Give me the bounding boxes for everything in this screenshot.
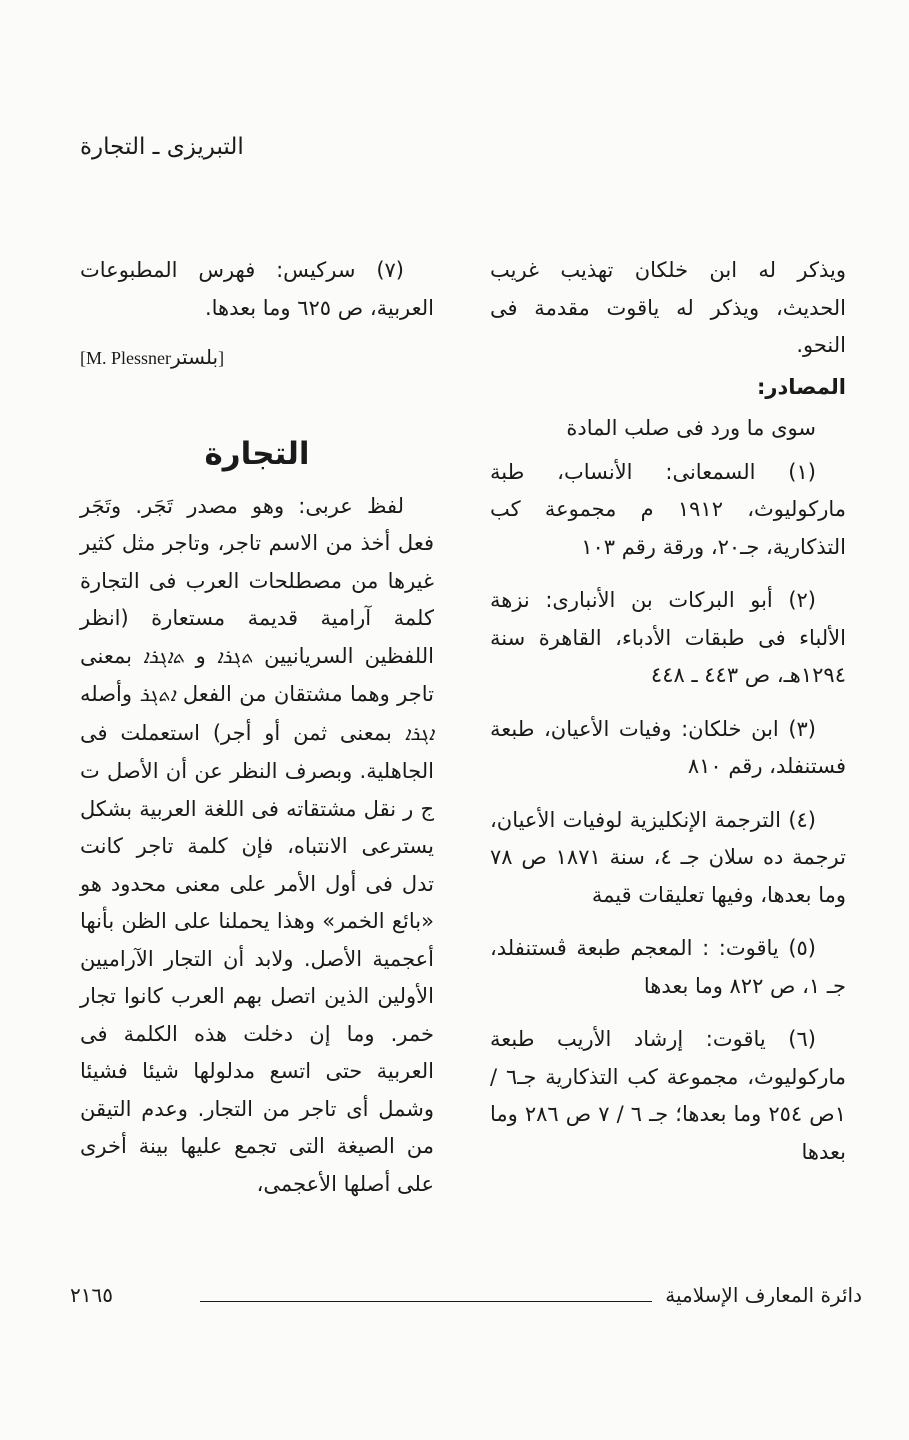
intro-paragraph: ويذكر له ابن خلكان تهذيب غريب الحديث، ويذكر له ياقوت مقدمة فى النحو. (490, 258, 846, 357)
body-text: وأصله (80, 682, 133, 706)
syriac-word: ܐܓܪܐ (404, 722, 434, 745)
source-item: (٦) ياقوت: إرشاد الأريب طبعة ماركوليوث، مجموعة كب التذكارية جـ٦ / ١ص ٢٥٤ وما بعدها؛ جـ ٦ / ٧ ص ٢٨٦ وما بعدها (490, 1027, 846, 1164)
author-signature (80, 339, 434, 378)
article-body (80, 488, 434, 1204)
source-item: (١) السمعانى: الأنساب، طبة ماركوليوث، ١٩١٢ م مجموعة كب التذكارية، جـ٢٠، ورقة رقم ١٠٣ (490, 459, 846, 559)
page-number: ٢١٦٥ (70, 1283, 113, 1307)
source-item-7: (٧) سركيس: فهرس المطبوعات العربية، ص ٦٢٥ وما بعدها. (80, 258, 434, 320)
conjunction: و (195, 643, 206, 668)
sources-heading: المصادر: (756, 374, 846, 399)
right-column (490, 252, 846, 1181)
article-title: التجارة (204, 435, 310, 472)
body-text: بمعنى ثمن أو أجر) استعملت فى الجاهلية. وبصرف النظر عن أن الأصل ت ج ر نقل مشتقاته فى اللغة العربية بشكل يسترعى الانتباه، فإن كلمة تاجر كانت تدل فى أول الأمر على معنى محدود هو «بائع الخمر» وهذا يحملنا على الظن بأنها أعجمية الأصل. ولابد أن التجار الآراميين الأولين الذين اتصل بهم العرب كانوا تجار خمر. وما إن دخلت هذه الكلمة فى العربية حتى اتسع مدلولها شيئا فشيئا وشمل أى تاجر من التجار. وعدم التيقن من الصيغة التى تجمع عليها بينة أخرى على أصلها الأعجمى، (80, 720, 434, 1196)
body-text: بمعنى تاجر وهما مشتقان من الفعل (80, 643, 434, 706)
author-bracket-close: ] (218, 348, 225, 368)
page-footer (70, 1283, 862, 1315)
source-item: (٣) ابن خلكان: وفيات الأعيان، طبعة فستنفلد، رقم ٨١٠ (490, 716, 846, 778)
running-title: التبريزى ـ التجارة (80, 134, 244, 160)
author-bracket-open: [ (80, 348, 86, 368)
sources-intro: سوى ما ورد فى صلب المادة (566, 416, 816, 440)
author-name-latin: M. Plessner (86, 348, 171, 368)
syriac-word: ܬܓܪܐ (216, 645, 253, 668)
syriac-word: ܐܬܓܪ (139, 684, 176, 706)
source-item: (٤) الترجمة الإنكليزية لوفيات الأعيان، ترجمة ده سلان جـ ٤، سنة ١٨٧١ ص ٧٨ وما بعدها، وفيها تعليقات قيمة (490, 807, 846, 907)
syriac-word: ܬܐܓܪܐ (143, 645, 185, 668)
body-text: لفظ عربى: وهو مصدر تَجَر. وتَجَر فعل أخذ من الاسم تاجر، وتاجر مثل كثير غيرها من مصطلحات العرب فى التجارة كلمة آرامية قديمة مستعارة (انظر اللفظين السريانيين (80, 493, 434, 668)
footer-rule (200, 1301, 652, 1302)
source-item: (٥) ياقوت: : المعجم طبعة ڤستنفلد، جـ ١، ص ٨٢٢ وما بعدها (490, 936, 846, 998)
author-name-arabic: بلستر (171, 345, 219, 369)
series-title: دائرة المعارف الإسلامية (665, 1283, 862, 1307)
left-column (80, 252, 434, 1203)
source-item: (٢) أبو البركات بن الأنبارى: نزهة الألباء فى طبقات الأدباء، القاهرة سنة ١٢٩٤هـ، ص ٤٤٣ ـ ٤٤٨ (490, 588, 846, 687)
